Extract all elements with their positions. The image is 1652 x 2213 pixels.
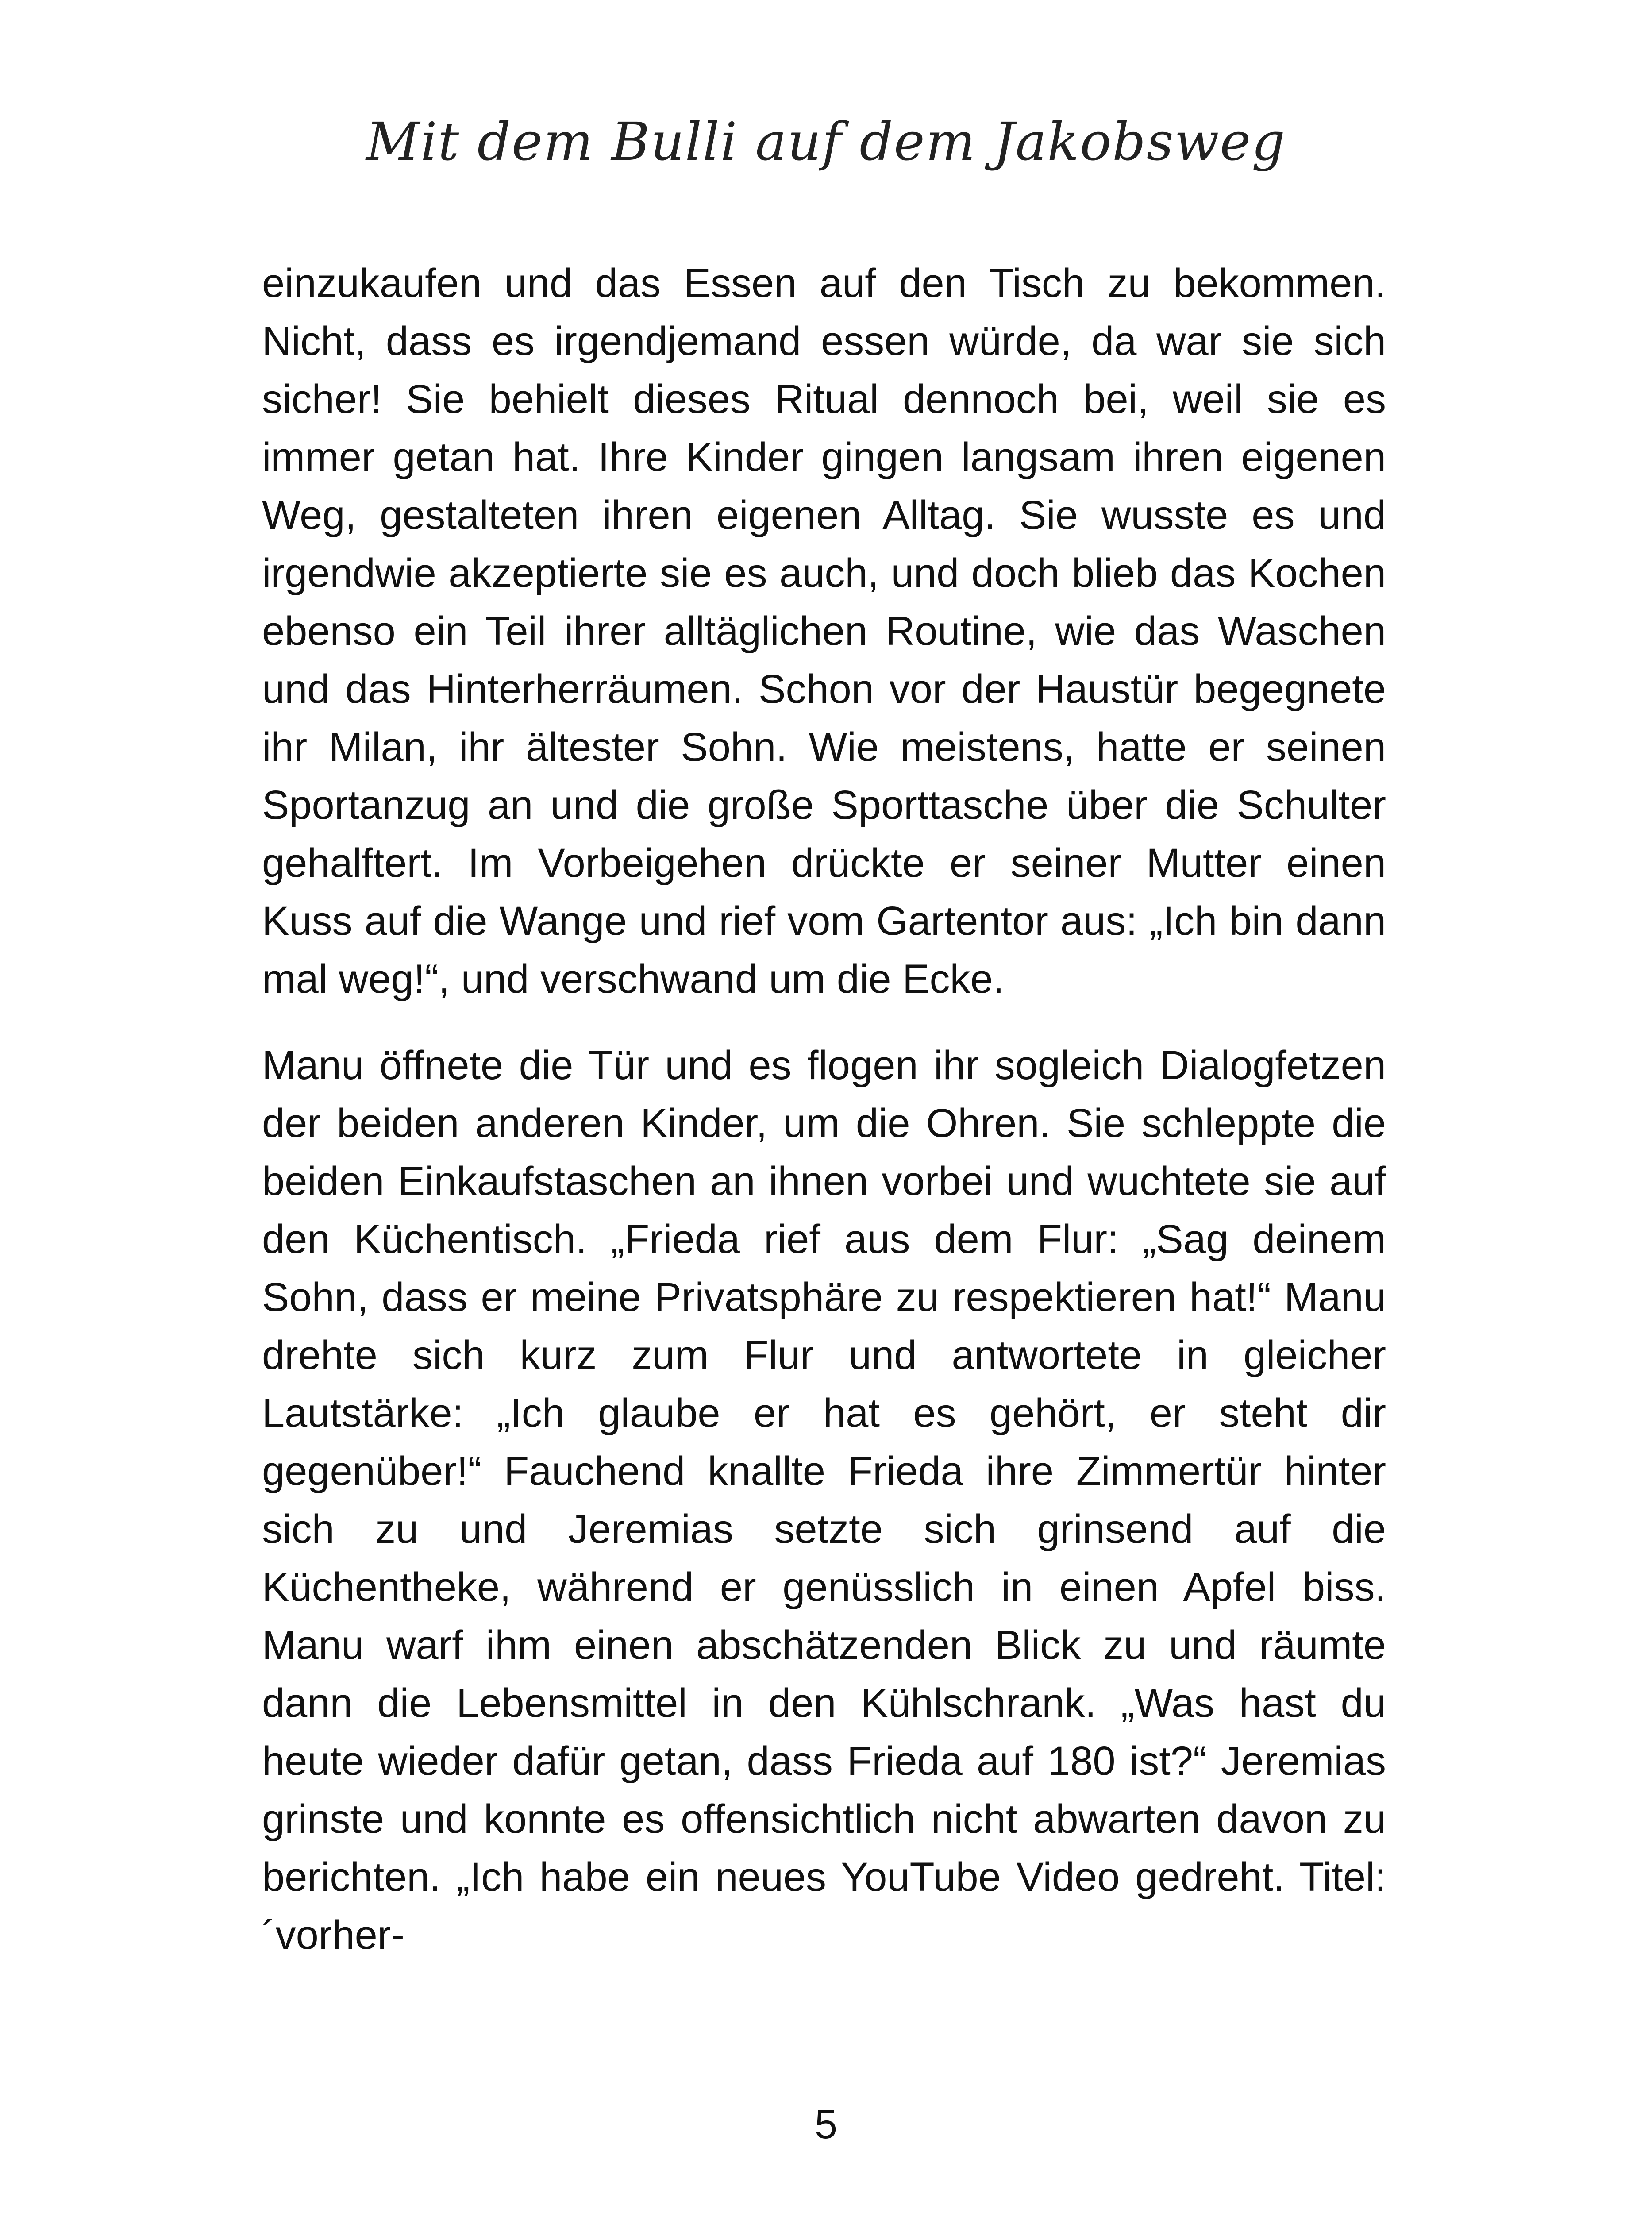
page-number: 5 xyxy=(814,2102,838,2147)
paragraph: Manu öffnete die Tür und es flogen ihr sogleich Dialogfetzen der beiden anderen Kinder, um die Ohren. Sie schleppte die beiden Einkaufstaschen an ihnen vorbei und wuchtete sie auf den Küchentisch. „Frieda rief aus dem Flur: „Sag deinem Sohn, dass er meine Privatsphäre zu respektieren hat!“ Manu drehte sich kurz zum Flur und antwortete in gleicher Lautstärke: „Ich glaube er hat es gehört, er steht dir gegenüber!“ Fauchend knallte Frieda ihre Zimmertür hinter sich zu und Jeremias setzte sich grinsend auf die Küchentheke, während er genüsslich in einen Apfel biss. Manu warf ihm einen abschätzenden Blick zu und räumte dann die Lebensmittel in den Kühlschrank. „Was hast du heute wieder dafür getan, dass Frieda auf 180 ist?“ Jeremias grinste und konnte es offensichtlich nicht abwarten davon zu berichten. „Ich habe ein neues YouTube Video gedreht. Titel: ´vorher- xyxy=(262,1043,1386,1958)
running-header-title: Mit dem Bulli auf dem Jakobsweg xyxy=(366,111,1286,172)
paragraph: einzukaufen und das Essen auf den Tisch zu bekommen. Nicht, dass es irgendjemand essen würde, da war sie sich sicher! Sie behielt dieses Ritual dennoch bei, weil sie es immer getan hat. Ihre Kinder gingen langsam ihren eigenen Weg, gestalteten ihren eigenen Alltag. Sie wusste es und irgendwie akzeptierte sie es auch, und doch blieb das Kochen ebenso ein Teil ihrer alltäglichen Routine, wie das Waschen und das Hinterherräumen. Schon vor der Haustür begegnete ihr Milan, ihr ältester Sohn. Wie meistens, hatte er seinen Sportanzug an und die große Sporttasche über die Schulter gehalftert. Im Vorbeigehen drückte er seiner Mutter einen Kuss auf die Wange und rief vom Gartentor aus: „Ich bin dann mal weg!“, und verschwand um die Ecke. xyxy=(262,261,1386,1002)
body-text xyxy=(262,254,1386,1964)
